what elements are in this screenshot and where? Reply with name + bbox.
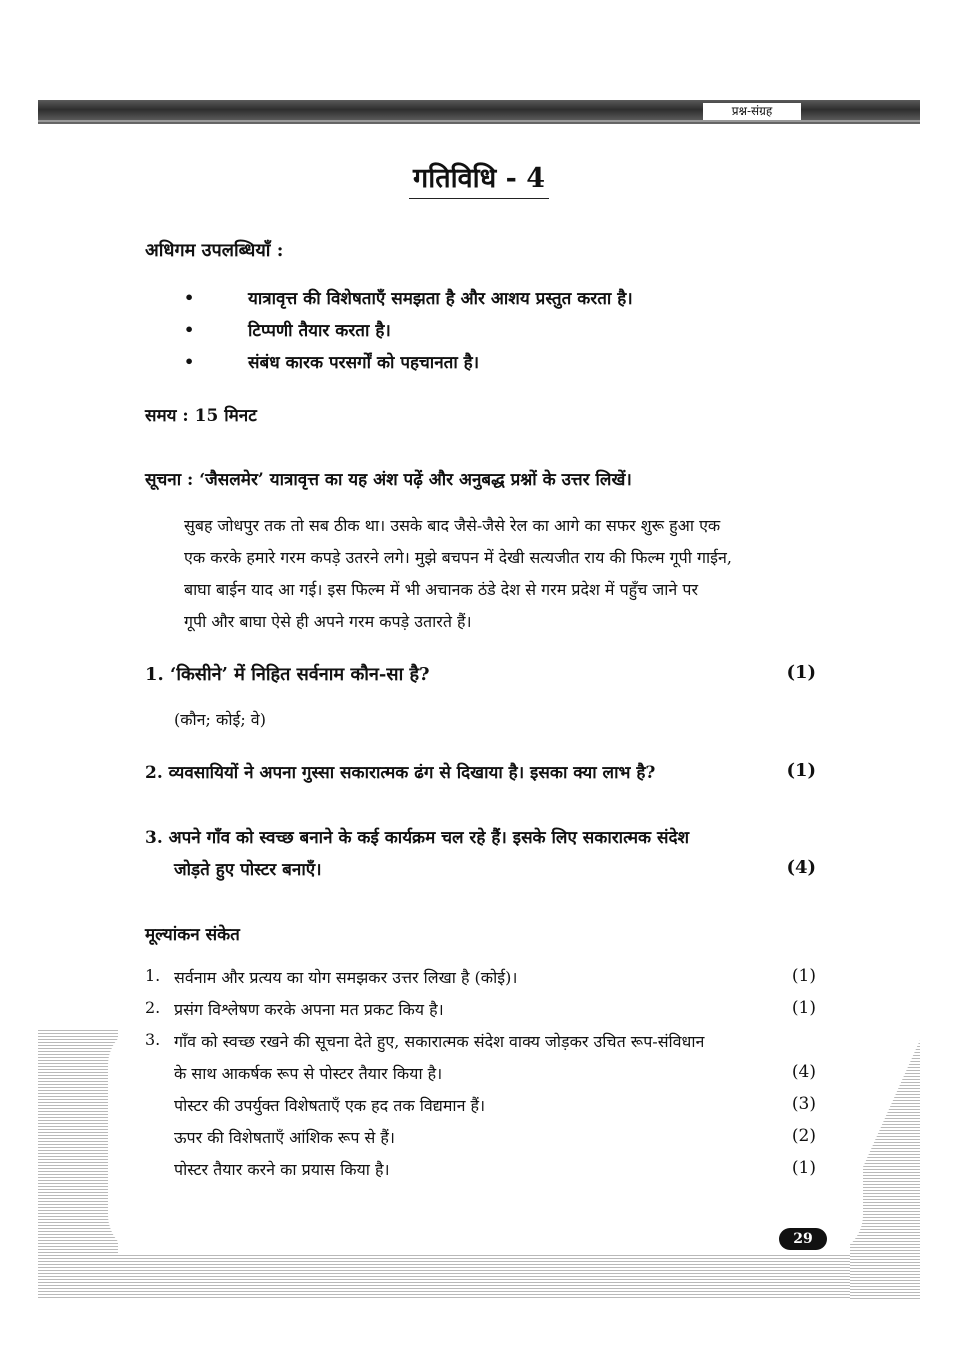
- eval-marks: (1): [791, 1158, 816, 1178]
- header-tag: प्रश्न-संग्रह: [703, 103, 801, 120]
- question-2-marks: (1): [786, 760, 816, 781]
- eval-text: पोस्टर की उपर्युक्त विशेषताएँ एक हद तक विद्यमान हैं।: [174, 1096, 486, 1115]
- page-title: गतिविधि - 4: [413, 163, 545, 194]
- evaluation-heading: मूल्यांकन संकेत: [145, 925, 240, 945]
- question-3-line2: जोड़ते हुए पोस्टर बनाएँ।: [174, 860, 322, 880]
- question-1-marks: (1): [786, 662, 816, 683]
- question-3-marks: (4): [786, 857, 816, 878]
- question-1: 1. ‘किसीने’ में निहित सर्वनाम कौन-सा है?: [145, 664, 430, 685]
- eval-marks: (3): [791, 1094, 816, 1114]
- question-2: 2. व्यवसायियों ने अपना गुस्सा सकारात्मक ढंग से दिखाया है। इसका क्या लाभ है?: [145, 763, 656, 783]
- passage-line: एक करके हमारे गरम कपड़े उतरने लगे। मुझे बचपन में देखी सत्यजीत राय की फिल्म गूपी गाईन,: [184, 548, 732, 567]
- eval-text: गाँव को स्वच्छ रखने की सूचना देते हुए, सकारात्मक संदेश वाक्य जोड़कर उचित रूप-संविधान: [174, 1032, 705, 1051]
- outcome-item: यात्रावृत्त की विशेषताएँ समझता है और आशय प्रस्तुत करता है।: [248, 289, 633, 309]
- title-underline: [409, 198, 549, 199]
- passage-line: बाघा बाईन याद आ गई। इस फिल्म में भी अचानक ठंडे देश से गरम प्रदेश में पहुँच जाने पर: [184, 580, 699, 599]
- time-info: समय : 15 मिनट: [145, 406, 257, 426]
- bullet-icon: •: [184, 320, 195, 339]
- passage-line: गूपी और बाघा ऐसे ही अपने गरम कपड़े उतारते हैं।: [184, 612, 472, 631]
- eval-marks: (4): [791, 1062, 816, 1082]
- eval-text: ऊपर की विशेषताएँ आंशिक रूप से हैं।: [174, 1128, 395, 1147]
- stripe-decoration-bottom: [38, 1255, 920, 1300]
- eval-text: पोस्टर तैयार करने का प्रयास किया है।: [174, 1160, 390, 1179]
- question-1-options: (कौन; कोई; वे): [174, 710, 266, 729]
- instruction: सूचना : ‘जैसलमेर’ यात्रावृत्त का यह अंश पढ़ें और अनुबद्ध प्रश्नों के उत्तर लिखें।: [145, 470, 632, 490]
- eval-number: 2.: [145, 998, 161, 1017]
- eval-number: 3.: [145, 1030, 161, 1049]
- eval-text: के साथ आकर्षक रूप से पोस्टर तैयार किया है।: [174, 1064, 443, 1083]
- eval-marks: (2): [791, 1126, 816, 1146]
- passage-line: सुबह जोधपुर तक तो सब ठीक था। उसके बाद जैसे-जैसे रेल का आगे का सफर शुरू हुआ एक: [184, 516, 721, 535]
- outcomes-heading: अधिगम उपलब्धियाँ :: [145, 240, 284, 261]
- question-3: 3. अपने गाँव को स्वच्छ बनाने के कई कार्यक्रम चल रहे हैं। इसके लिए सकारात्मक संदेश: [145, 828, 690, 848]
- outcome-item: संबंध कारक परसर्गों को पहचानता है।: [248, 353, 480, 373]
- eval-marks: (1): [791, 998, 816, 1018]
- bullet-icon: •: [184, 352, 195, 371]
- page-number-badge: 29: [779, 1228, 827, 1250]
- eval-number: 1.: [145, 966, 161, 985]
- bullet-icon: •: [184, 288, 195, 307]
- eval-marks: (1): [791, 966, 816, 986]
- eval-text: सर्वनाम और प्रत्यय का योग समझकर उत्तर लिखा है (कोई)।: [174, 968, 518, 987]
- outcome-item: टिप्पणी तैयार करता है।: [248, 321, 391, 341]
- eval-text: प्रसंग विश्लेषण करके अपना मत प्रकट किय है।: [174, 1000, 444, 1019]
